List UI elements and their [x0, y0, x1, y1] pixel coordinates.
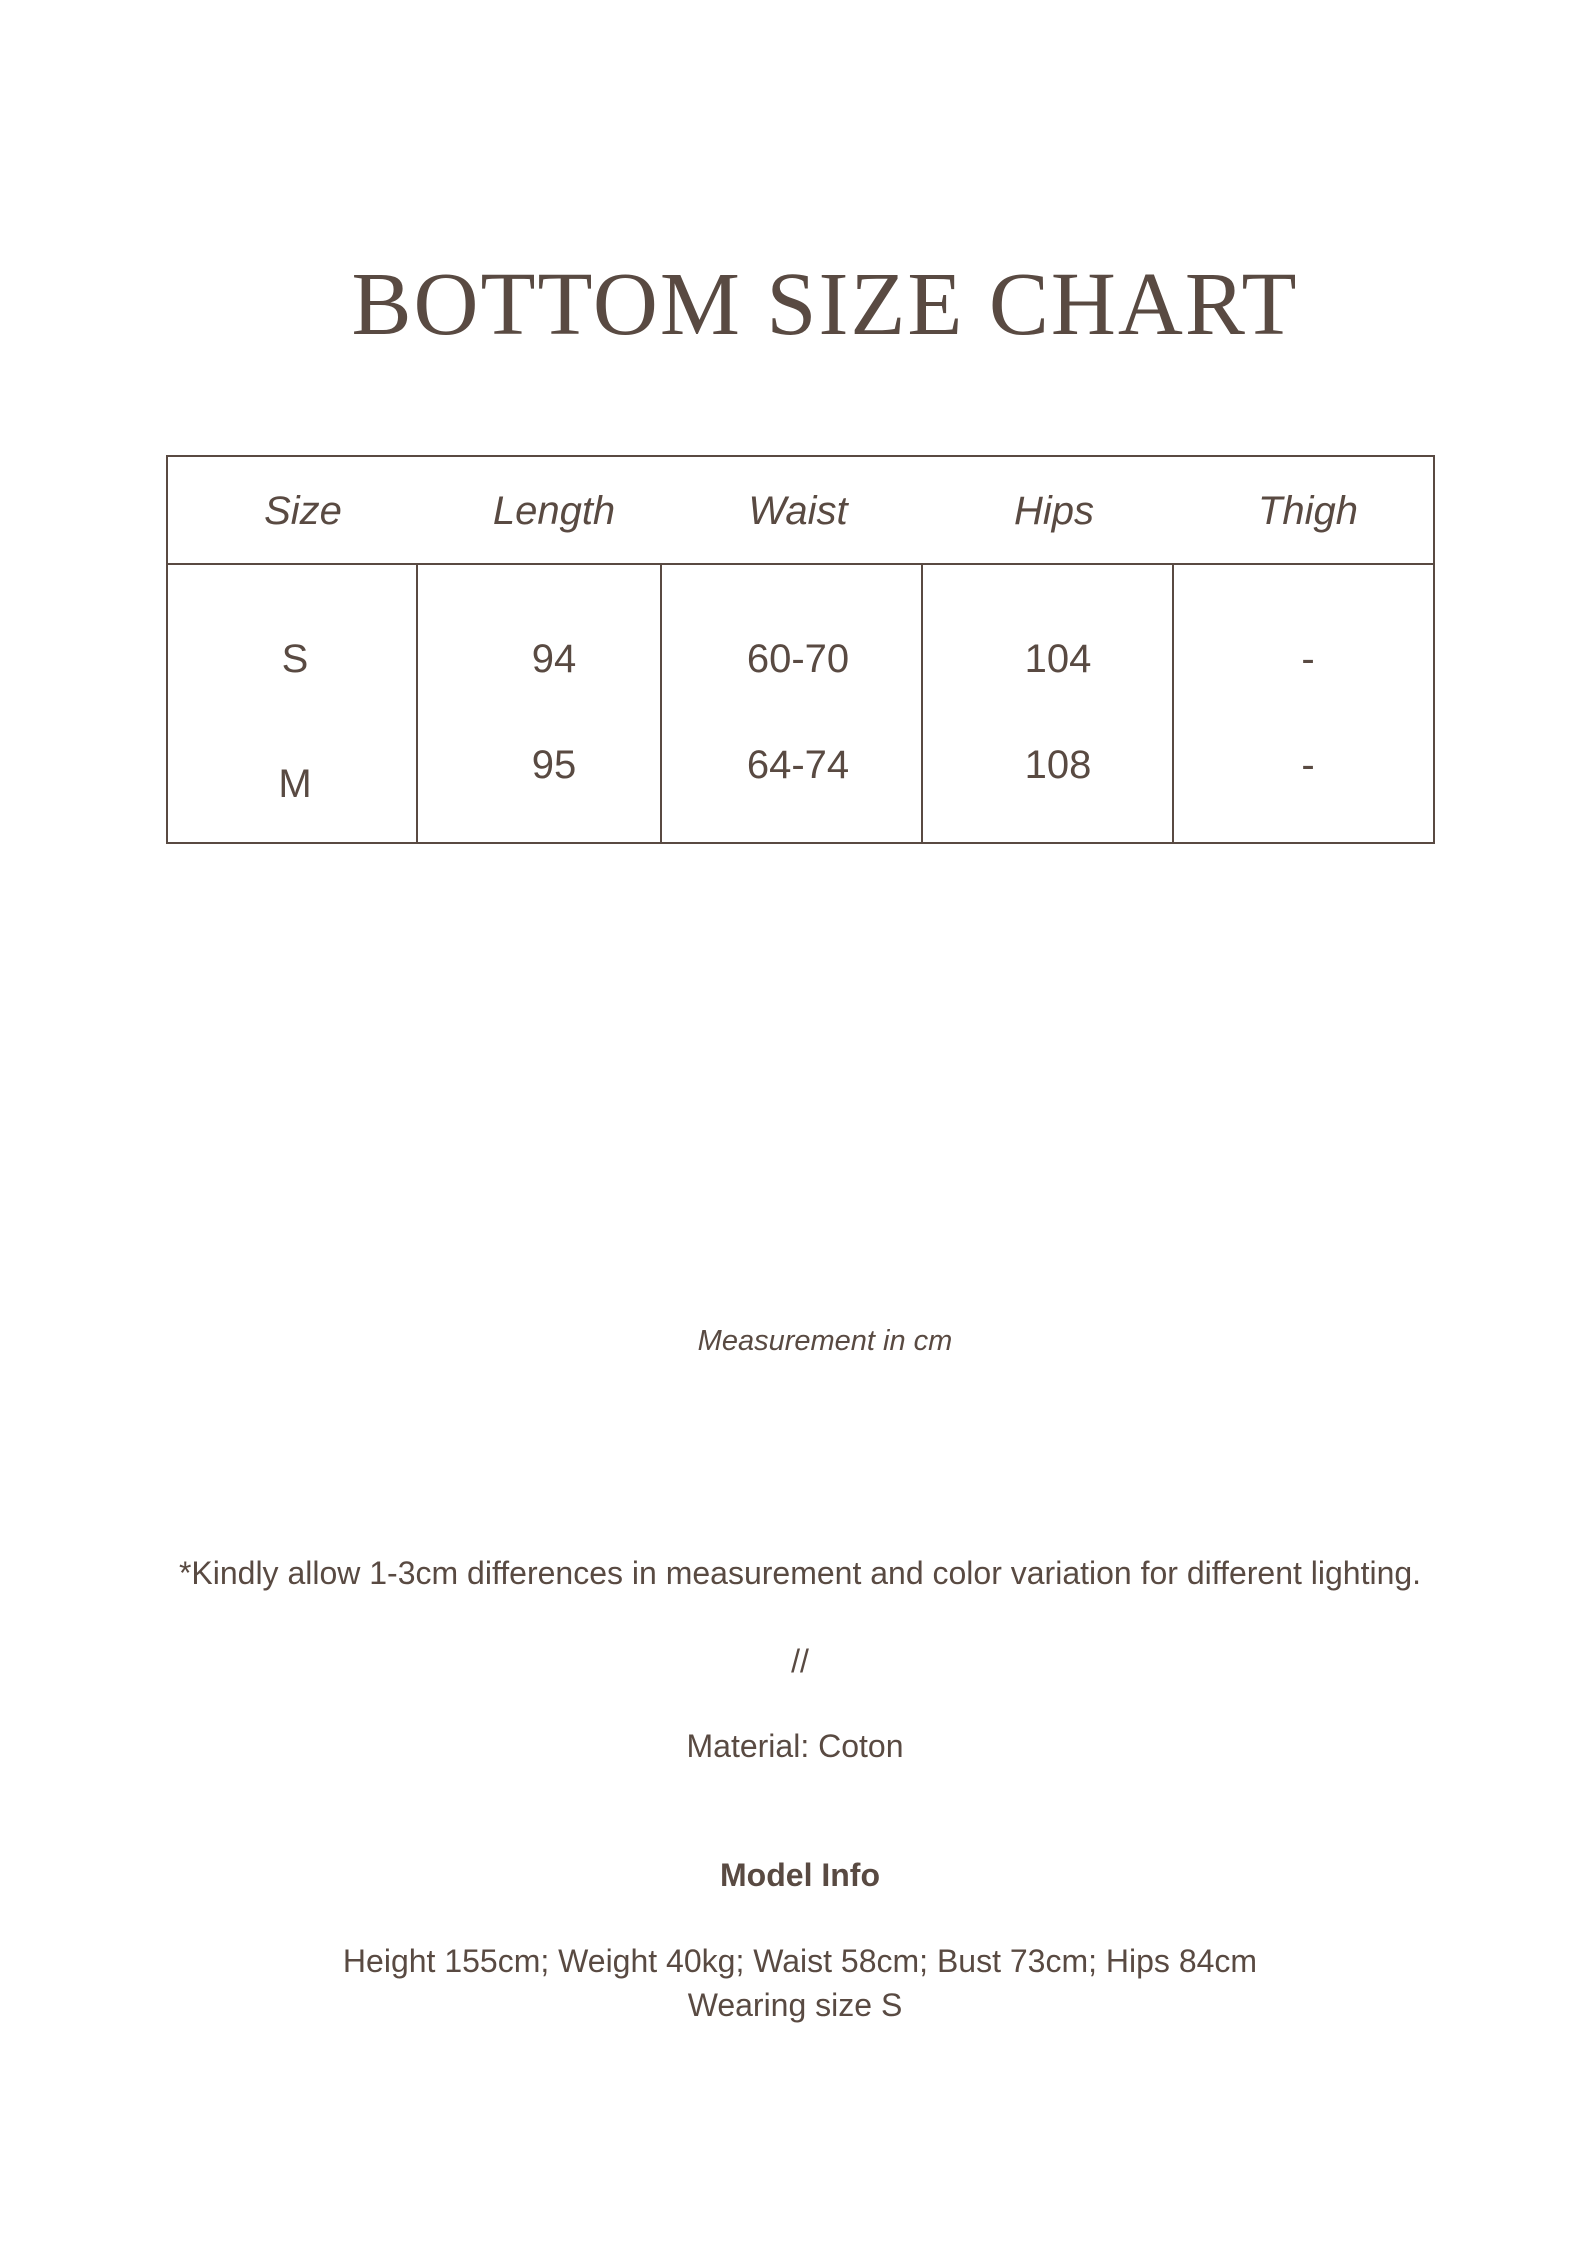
- page-title: BOTTOM SIZE CHART: [351, 255, 1299, 354]
- table-header-row: [168, 457, 1433, 565]
- model-info-heading: Model Info: [720, 1857, 880, 1893]
- model-measurements: Height 155cm; Weight 40kg; Waist 58cm; Bust 73cm; Hips 84cm: [342, 1943, 1258, 1979]
- column-divider: [921, 565, 923, 842]
- cell-thigh: -: [1301, 637, 1315, 681]
- cell-size: S: [281, 637, 309, 681]
- cell-size: M: [278, 762, 312, 806]
- header-length: Length: [492, 489, 616, 533]
- cell-length: 94: [531, 637, 577, 681]
- cell-waist: 60-70: [746, 637, 850, 681]
- measurement-disclaimer: *Kindly allow 1-3cm differences in measurement and color variation for different lighting.: [178, 1555, 1422, 1591]
- cell-hips: 108: [1024, 743, 1092, 787]
- header-hips: Hips: [1013, 489, 1095, 533]
- header-waist: Waist: [748, 489, 848, 533]
- material-info: Material: Coton: [686, 1728, 904, 1764]
- section-separator: //: [791, 1643, 809, 1679]
- header-thigh: Thigh: [1257, 489, 1359, 533]
- measurement-unit-note: Measurement in cm: [697, 1325, 953, 1357]
- column-divider: [1172, 565, 1174, 842]
- cell-hips: 104: [1024, 637, 1092, 681]
- column-divider: [416, 565, 418, 842]
- cell-length: 95: [531, 743, 577, 787]
- cell-thigh: -: [1301, 743, 1315, 787]
- model-wearing-size: Wearing size S: [687, 1987, 903, 2023]
- size-chart-table: [166, 455, 1435, 844]
- cell-waist: 64-74: [746, 743, 850, 787]
- header-size: Size: [264, 489, 342, 533]
- column-divider: [660, 565, 662, 842]
